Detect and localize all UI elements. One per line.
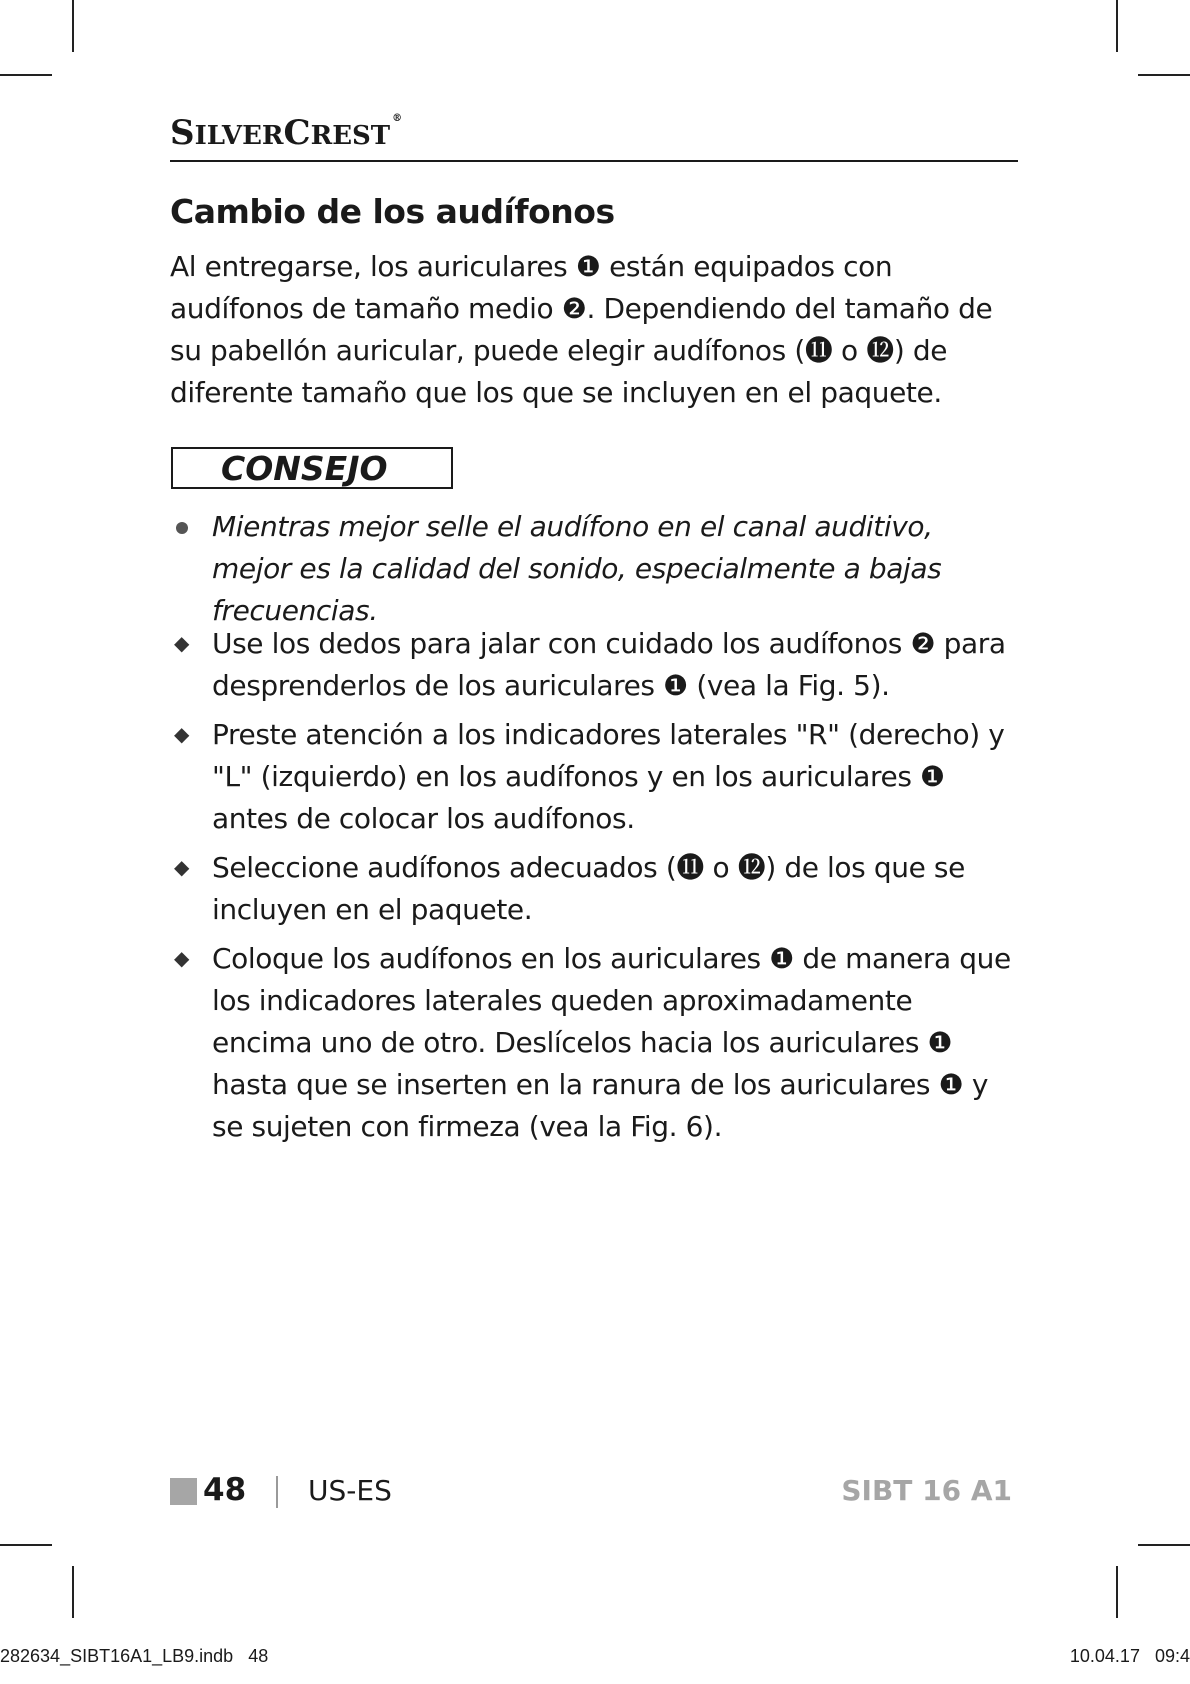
print-slug-file: 282634_SIBT16A1_LB9.indb 48 [0, 1646, 269, 1666]
part-number-1-icon: ❶ [920, 760, 945, 793]
part-number-2-icon: ❷ [561, 292, 587, 325]
tip-box [171, 447, 453, 489]
tip-list [170, 506, 1020, 632]
part-number-1-icon: ❶ [769, 942, 794, 975]
diamond-bullet-icon: ◆ [174, 722, 189, 746]
footer-separator [276, 1476, 278, 1508]
section-title: Cambio de los audífonos [170, 192, 615, 231]
crop-mark [0, 1544, 52, 1546]
page-marker-square [170, 1478, 197, 1505]
header-rule [170, 160, 1018, 162]
crop-mark [1116, 0, 1118, 52]
print-slug-datetime: 10.04.17 09:4 [1069, 1646, 1190, 1666]
crop-mark [1138, 1544, 1190, 1546]
page-footer [170, 1470, 1018, 1510]
part-number-1-icon: ❶ [938, 1068, 964, 1101]
part-number-1-icon: ❶ [575, 250, 601, 283]
part-number-1-icon: ❶ [663, 669, 688, 702]
tip-label: CONSEJO [221, 449, 388, 488]
part-number-12-icon: ⓬ [866, 334, 894, 367]
diamond-bullet-icon: ◆ [174, 946, 189, 970]
tip-item: Mientras mejor selle el audífono en el canal auditivo, mejor es la calidad del sonido, especialmente a bajas frecuencias. [170, 506, 1020, 632]
crop-mark [72, 1566, 74, 1618]
step-item: ◆ Preste atención a los indicadores laterales "R" (derecho) y "L" (izquierdo) en los audífonos y en los auriculares ❶ antes de colocar los audífonos. [174, 718, 1005, 835]
bullet-dot-icon [176, 522, 188, 534]
footer-model: SIBT 16 A1 [841, 1474, 1012, 1507]
crop-mark [1116, 1566, 1118, 1618]
step-item: ◆ Seleccione audífonos adecuados (⓫ o ⓬) de los que se incluyen en el paquete. [170, 847, 1020, 931]
intro-paragraph: Al entregarse, los auriculares ❶ están equipados con audífonos de tamaño medio ❷. Dependiendo del tamaño de su pabellón auricular, puede elegir audífonos (⓫ o ⓬) de diferente tamaño que los que se incluyen en el paquete. [170, 246, 1020, 414]
diamond-bullet-icon: ◆ [174, 855, 189, 879]
brand-logo: SILVERCREST® [170, 113, 403, 153]
instruction-steps [170, 623, 1020, 1155]
diamond-bullet-icon: ◆ [174, 631, 189, 655]
crop-mark [1138, 74, 1190, 76]
footer-language: US-ES [308, 1474, 392, 1507]
step-item: ◆ Coloque los audífonos en los auriculares ❶ de manera que los indicadores laterales queden aproximadamente encima uno de otro. Deslícelos hacia los auriculares ❶ hasta que se inserten en la ranura de los auriculares ❶ y se sujeten con firmeza (vea la Fig. 6). [170, 938, 1020, 1148]
page-number: 48 [203, 1472, 247, 1508]
part-number-2-icon: ❷ [910, 627, 936, 660]
step-item: ◆ Use los dedos para jalar con cuidado los audífonos ❷ para desprenderlos de los auriculares ❶ (vea la Fig. 5). [170, 623, 1020, 707]
crop-mark [72, 0, 74, 52]
part-number-11-icon: ⓫ [804, 334, 833, 367]
part-number-1-icon: ❶ [927, 1026, 953, 1059]
part-number-11-icon: ⓫ [676, 851, 704, 884]
part-number-12-icon: ⓬ [737, 851, 766, 884]
crop-mark [0, 74, 52, 76]
